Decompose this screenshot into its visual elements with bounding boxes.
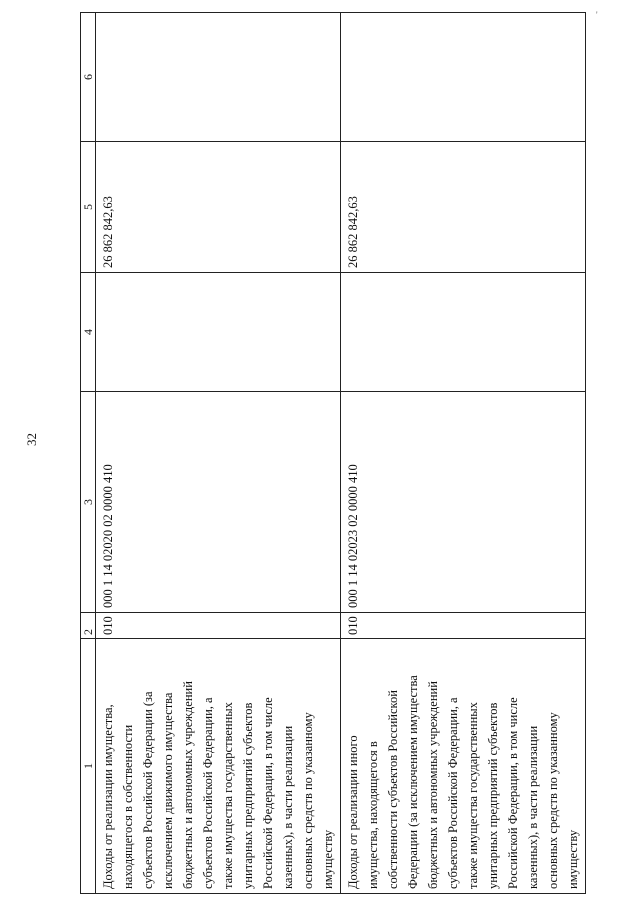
header-col-6: 6 [81, 13, 96, 142]
row-code: 010 [96, 613, 341, 639]
row-col4 [96, 273, 341, 392]
income-table [80, 12, 586, 894]
row-name-cell [341, 639, 586, 894]
header-col-3: 3 [81, 392, 96, 613]
row-col6 [96, 13, 341, 142]
header-col-2: 2 [81, 613, 96, 639]
row-name: Доходы от реализации иного имущества, находящегося в собственности субъектов Российской Федерации (за исключением имущества бюджетных и автономных учреждений субъектов Российской Федерации, а также имущества государственных унитарных предприятий субъектов Российской Федерации, в том числе казенных), в части реализации основных средств по указанному имуществу [346, 675, 580, 889]
row-name-cell [96, 639, 341, 894]
row-kbk: 000 1 14 02023 02 0000 410 [341, 392, 586, 613]
corner-mark: ' [596, 10, 598, 20]
income-table-rotated [80, 22, 580, 894]
row-col6 [341, 13, 586, 142]
row-amount: 26 862 842,63 [96, 142, 341, 273]
header-row [81, 13, 96, 894]
header-col-1: 1 [81, 639, 96, 894]
row-name: Доходы от реализации имущества, находящегося в собственности субъектов Российской Федерации (за исключением движимого имущества бюджетных и автономных учреждений субъектов Российской Федерации, а также имущества государственных унитарных предприятий субъектов Российской Федерации, в том числе казенных), в части реализации основных средств по указанному имуществу [101, 681, 335, 889]
row-code: 010 [341, 613, 586, 639]
table-row [341, 13, 586, 894]
header-col-4: 4 [81, 273, 96, 392]
row-kbk: 000 1 14 02020 02 0000 410 [96, 392, 341, 613]
table-row [96, 13, 341, 894]
row-amount: 26 862 842,63 [341, 142, 586, 273]
header-col-5: 5 [81, 142, 96, 273]
row-col4 [341, 273, 586, 392]
page-number: 32 [24, 433, 39, 446]
